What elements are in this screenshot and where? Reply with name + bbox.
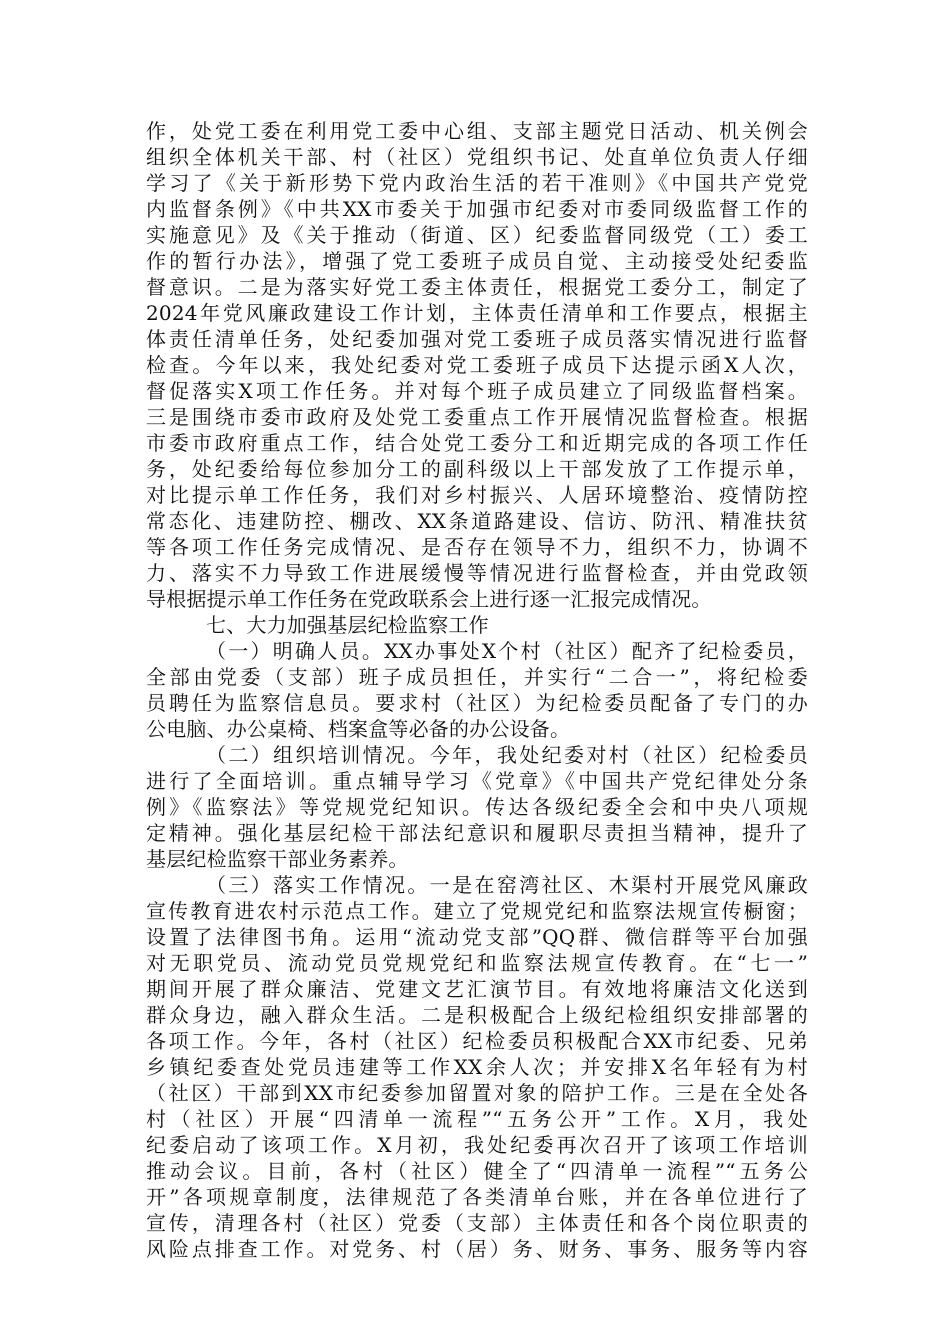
text-line: 督促落实X项工作任务。并对每个班子成员建立了同级监督档案。	[146, 379, 808, 403]
text-line: 体责任清单任务，处纪委加强对党工委班子成员落实情况进行监督	[146, 327, 808, 351]
text-line: 村（社区）开展“四清单一流程”“五务公开”工作。X月，我处	[146, 1107, 808, 1131]
text-line: 督意识。二是为落实好党工委主体责任，根据党工委分工，制定了	[146, 275, 808, 299]
text-line: 设置了法律图书角。运用“流动党支部”QQ群、微信群等平台加强	[146, 925, 808, 949]
text-line: 全部由党委（支部）班子成员担任，并实行“二合一”，将纪检委	[146, 665, 808, 689]
document-page	[146, 118, 808, 1262]
text-line: 常态化、违建防控、棚改、XX条道路建设、信访、防汛、精准扶贫	[146, 509, 808, 533]
text-line: 市委市政府重点工作，结合处党工委分工和近期完成的各项工作任	[146, 431, 808, 455]
text-line: （二）组织培训情况。今年，我处纪委对村（社区）纪检委员	[206, 743, 808, 767]
text-line: 实施意见》及《关于推动（街道、区）纪委监督同级党（工）委工	[146, 223, 808, 247]
text-line: 开”各项规章制度，法律规范了各类清单台账，并在各单位进行了	[146, 1185, 808, 1209]
text-line: 内监督条例》《中共XX市委关于加强市纪委对市委同级监督工作的	[146, 197, 808, 221]
text-line: （一）明确人员。XX办事处X个村（社区）配齐了纪检委员，	[206, 639, 808, 663]
text-line: 例》《监察法》等党规党纪知识。传达各级纪委全会和中央八项规	[146, 795, 808, 819]
text-line: 群众身边，融入群众生活。二是积极配合上级纪检组织安排部署的	[146, 1003, 808, 1027]
text-line: 组织全体机关干部、村（社区）党组织书记、处直单位负责人仔细	[146, 145, 808, 169]
text-line: 导根据提示单工作任务在党政联系会上进行逐一汇报完成情况。	[146, 587, 712, 611]
text-line: 2024年党风廉政建设工作计划，主体责任清单和工作要点，根据主	[146, 301, 808, 325]
text-line: 等各项工作任务完成情况、是否存在领导不力，组织不力，协调不	[146, 535, 808, 559]
text-line: 风险点排查工作。对党务、村（居）务、财务、事务、服务等内容	[146, 1237, 808, 1261]
text-line: 乡镇纪委查处党员违建等工作XX余人次；并安排X名年轻有为村	[146, 1055, 808, 1079]
text-line: 进行了全面培训。重点辅导学习《党章》《中国共产党纪律处分条	[146, 769, 808, 793]
text-line: 推动会议。目前，各村（社区）健全了“四清单一流程”“五务公	[146, 1159, 808, 1183]
text-line: 各项工作。今年，各村（社区）纪检委员积极配合XX市纪委、兄弟	[146, 1029, 808, 1053]
text-line: 作，处党工委在利用党工委中心组、支部主题党日活动、机关例会	[146, 119, 808, 143]
text-line: 公电脑、办公桌椅、档案盒等必备的办公设备。	[146, 717, 571, 741]
text-line: 员聘任为监察信息员。要求村（社区）为纪检委员配备了专门的办	[146, 691, 808, 715]
text-line: 纪委启动了该项工作。X月初，我处纪委再次召开了该项工作培训	[146, 1133, 808, 1157]
text-line: 定精神。强化基层纪检干部法纪意识和履职尽责担当精神，提升了	[146, 821, 808, 845]
text-line: 七、大力加强基层纪检监察工作	[206, 613, 489, 637]
text-line: 宣传教育进农村示范点工作。建立了党规党纪和监察法规宣传橱窗；	[146, 899, 808, 923]
text-line: 基层纪检监察干部业务素养。	[146, 847, 409, 871]
text-line: 三是围绕市委市政府及处党工委重点工作开展情况监督检查。根据	[146, 405, 808, 429]
text-line: 检查。今年以来，我处纪委对党工委班子成员下达提示函X人次，	[146, 353, 808, 377]
text-line: 期间开展了群众廉洁、党建文艺汇演节目。有效地将廉洁文化送到	[146, 977, 808, 1001]
text-line: 学习了《关于新形势下党内政治生活的若干准则》《中国共产党党	[146, 171, 808, 195]
text-line: 力、落实不力导致工作进展缓慢等情况进行监督检查，并由党政领	[146, 561, 808, 585]
text-line: 作的暂行办法》，增强了党工委班子成员自觉、主动接受处纪委监	[146, 249, 808, 273]
text-line: 宣传，清理各村（社区）党委（支部）主体责任和各个岗位职责的	[146, 1211, 808, 1235]
text-line: 对比提示单工作任务，我们对乡村振兴、人居环境整治、疫情防控	[146, 483, 808, 507]
text-line: 务，处纪委给每位参加分工的副科级以上干部发放了工作提示单，	[146, 457, 808, 481]
text-line: （三）落实工作情况。一是在窑湾社区、木渠村开展党风廉政	[206, 873, 808, 897]
text-line: 对无职党员、流动党员党规党纪和监察法规宣传教育。在“七一”	[146, 951, 808, 975]
text-line: （社区）干部到XX市纪委参加留置对象的陪护工作。三是在全处各	[146, 1081, 808, 1105]
